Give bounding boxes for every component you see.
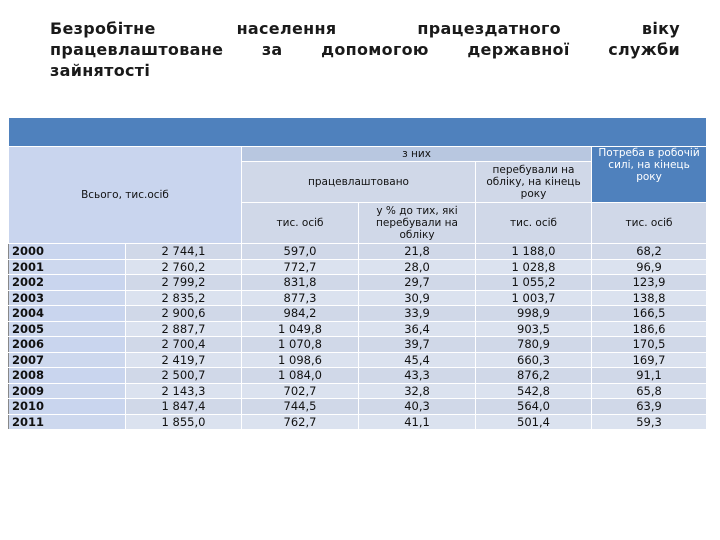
header-employed-percent: у % до тих, які перебували на обліку: [359, 203, 476, 244]
band-cell: [9, 118, 707, 147]
employed-cell: 762,7: [242, 414, 359, 430]
title-word: служби: [608, 40, 680, 59]
title-word: допомогою: [321, 40, 429, 59]
total-cell: 2 143,3: [126, 383, 242, 399]
title-word: працевлаштоване: [50, 40, 224, 59]
header-registered-thousand: тис. осіб: [476, 203, 592, 244]
percent-cell: 40,3: [359, 399, 476, 415]
total-cell: 2 900,6: [126, 306, 242, 322]
demand-cell: 169,7: [592, 352, 707, 368]
percent-cell: 39,7: [359, 337, 476, 353]
percent-cell: 21,8: [359, 244, 476, 260]
total-cell: 2 700,4: [126, 337, 242, 353]
percent-cell: 45,4: [359, 352, 476, 368]
table-row: [9, 368, 707, 384]
demand-cell: 123,9: [592, 275, 707, 291]
employed-cell: 984,2: [242, 306, 359, 322]
demand-cell: 91,1: [592, 368, 707, 384]
year-cell: 2001: [9, 259, 126, 275]
year-cell: 2007: [9, 352, 126, 368]
percent-cell: 28,0: [359, 259, 476, 275]
registered-cell: 501,4: [476, 414, 592, 430]
demand-cell: 96,9: [592, 259, 707, 275]
registered-cell: 876,2: [476, 368, 592, 384]
year-cell: 2008: [9, 368, 126, 384]
title-word: Безробітне: [50, 19, 156, 38]
registered-cell: 542,8: [476, 383, 592, 399]
year-cell: 2000: [9, 244, 126, 260]
employed-cell: 744,5: [242, 399, 359, 415]
employed-cell: 597,0: [242, 244, 359, 260]
header-employed-thousand: тис. осіб: [242, 203, 359, 244]
table-row: [9, 244, 707, 260]
registered-cell: 1 055,2: [476, 275, 592, 291]
employed-cell: 831,8: [242, 275, 359, 291]
table-top-band: [9, 118, 707, 147]
percent-cell: 29,7: [359, 275, 476, 291]
year-cell: 2011: [9, 414, 126, 430]
year-cell: 2005: [9, 321, 126, 337]
title-word: населення: [236, 19, 337, 38]
demand-cell: 166,5: [592, 306, 707, 322]
employed-cell: 1 070,8: [242, 337, 359, 353]
total-cell: 2 744,1: [126, 244, 242, 260]
title-line-2: [50, 39, 680, 60]
demand-cell: 63,9: [592, 399, 707, 415]
table-row: [9, 383, 707, 399]
employed-cell: 702,7: [242, 383, 359, 399]
title-word: державної: [467, 40, 570, 59]
table-row: [9, 321, 707, 337]
unemployment-table: [8, 117, 707, 430]
header-registered: перебували на обліку, на кінець року: [476, 162, 592, 203]
employed-cell: 1 098,6: [242, 352, 359, 368]
total-cell: 2 835,2: [126, 290, 242, 306]
registered-cell: 1 188,0: [476, 244, 592, 260]
year-cell: 2009: [9, 383, 126, 399]
registered-cell: 998,9: [476, 306, 592, 322]
demand-cell: 186,6: [592, 321, 707, 337]
total-cell: 2 760,2: [126, 259, 242, 275]
percent-cell: 41,1: [359, 414, 476, 430]
registered-cell: 564,0: [476, 399, 592, 415]
table-body: [9, 244, 707, 430]
demand-cell: 138,8: [592, 290, 707, 306]
title-word: працездатного: [417, 19, 561, 38]
demand-cell: 68,2: [592, 244, 707, 260]
registered-cell: 1 003,7: [476, 290, 592, 306]
employed-cell: 772,7: [242, 259, 359, 275]
title-line-1: [50, 18, 680, 39]
header-demand: Потреба в робочій силі, на кінець року: [592, 147, 707, 203]
table-row: [9, 290, 707, 306]
title-word: зайнятості: [50, 61, 151, 80]
employed-cell: 1 084,0: [242, 368, 359, 384]
year-cell: 2004: [9, 306, 126, 322]
percent-cell: 43,3: [359, 368, 476, 384]
title-word: за: [261, 40, 283, 59]
total-cell: 2 419,7: [126, 352, 242, 368]
table-row: [9, 306, 707, 322]
registered-cell: 903,5: [476, 321, 592, 337]
table-row: [9, 414, 707, 430]
table-row: [9, 399, 707, 415]
table-row: [9, 337, 707, 353]
total-cell: 2 799,2: [126, 275, 242, 291]
percent-cell: 32,8: [359, 383, 476, 399]
title-line-3: [50, 60, 680, 81]
table-row: [9, 275, 707, 291]
title-word: віку: [641, 19, 680, 38]
header-demand-thousand: тис. осіб: [592, 203, 707, 244]
total-cell: 2 500,7: [126, 368, 242, 384]
year-cell: 2003: [9, 290, 126, 306]
demand-cell: 65,8: [592, 383, 707, 399]
registered-cell: 660,3: [476, 352, 592, 368]
page-title: [50, 18, 680, 81]
table-row: [9, 352, 707, 368]
employed-cell: 877,3: [242, 290, 359, 306]
total-cell: 1 855,0: [126, 414, 242, 430]
table-row: [9, 259, 707, 275]
year-cell: 2006: [9, 337, 126, 353]
demand-cell: 170,5: [592, 337, 707, 353]
employed-cell: 1 049,8: [242, 321, 359, 337]
percent-cell: 30,9: [359, 290, 476, 306]
header-total: Всього, тис.осіб: [9, 147, 242, 244]
header-group: з них: [242, 147, 592, 162]
year-cell: 2002: [9, 275, 126, 291]
year-cell: 2010: [9, 399, 126, 415]
percent-cell: 33,9: [359, 306, 476, 322]
header-employed: працевлаштовано: [242, 162, 476, 203]
percent-cell: 36,4: [359, 321, 476, 337]
registered-cell: 780,9: [476, 337, 592, 353]
demand-cell: 59,3: [592, 414, 707, 430]
registered-cell: 1 028,8: [476, 259, 592, 275]
total-cell: 2 887,7: [126, 321, 242, 337]
total-cell: 1 847,4: [126, 399, 242, 415]
header-row-1: [9, 147, 707, 162]
